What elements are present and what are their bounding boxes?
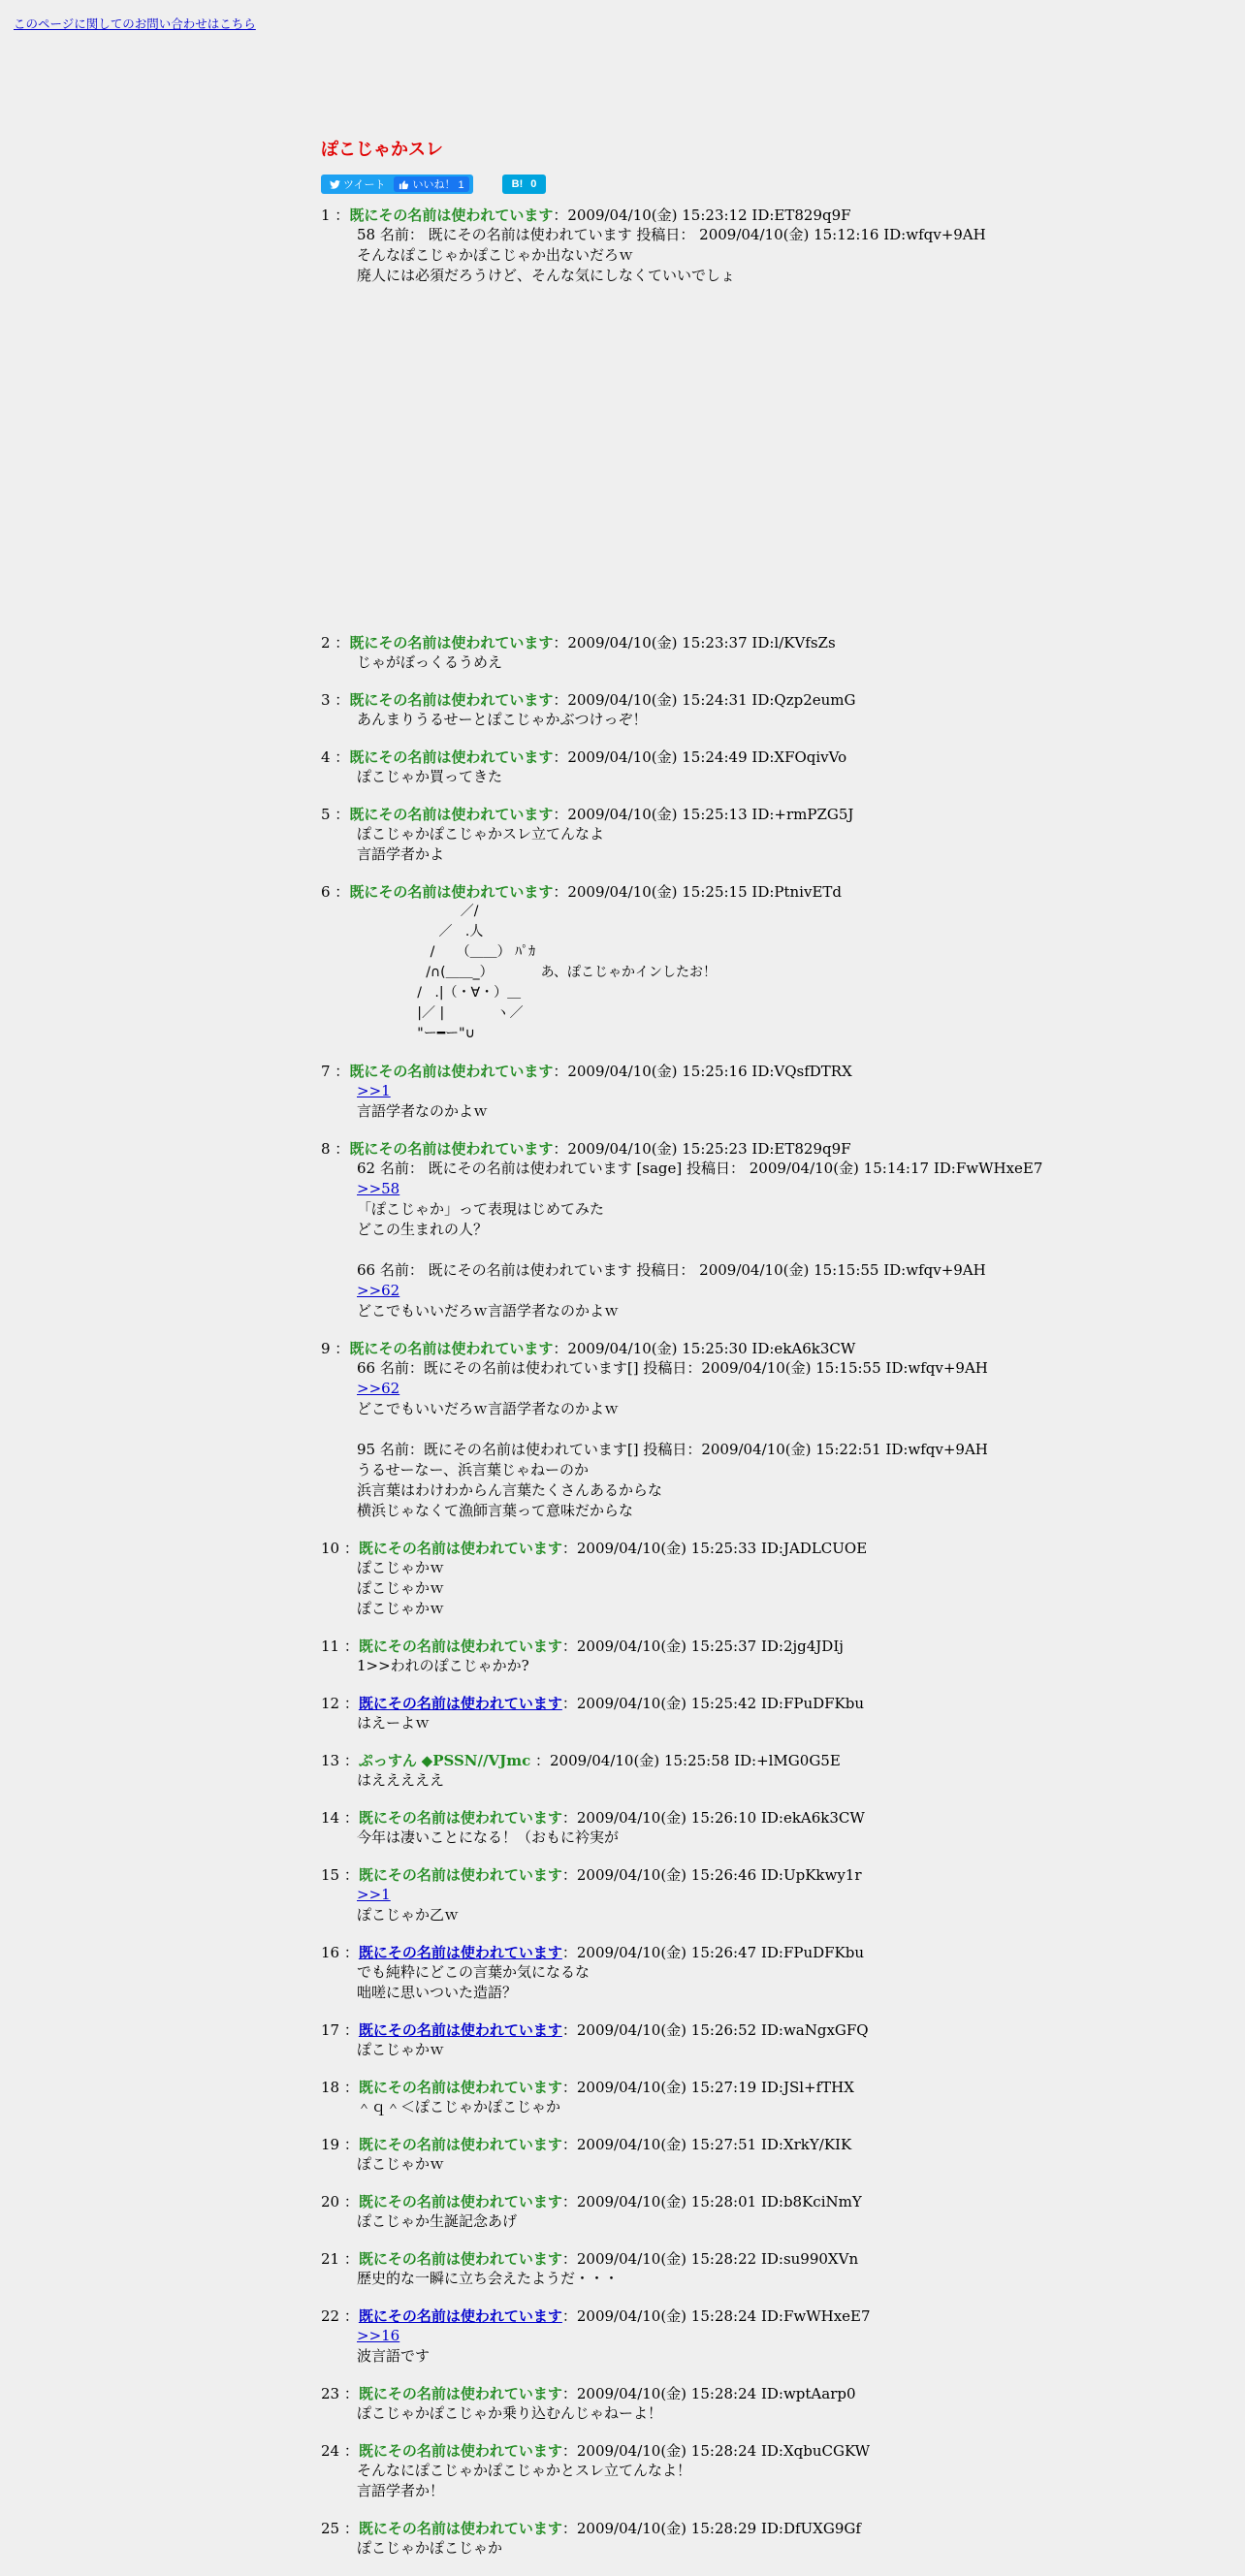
share-bar (321, 175, 1223, 196)
post (321, 2249, 1223, 2289)
ad-space (321, 303, 1223, 633)
post-author: 既にその名前は使われています (349, 691, 554, 709)
post-header (321, 1139, 1223, 1159)
post-header (321, 1062, 1223, 1081)
quote-spacer (357, 1419, 1223, 1440)
post-body-line: 歴史的な一瞬に立ち会えたようだ・・・ (357, 2270, 620, 2287)
post-author-link[interactable]: 既にその名前は使われています (358, 2021, 562, 2039)
post-body-line: どこの生まれの人？ (357, 1221, 489, 1238)
post-date-id: ：2009/04/10(金) 15:26:10 ID:ekA6k3CW (561, 1809, 865, 1827)
post-number: 17 ： (321, 2021, 359, 2039)
post-header (321, 1808, 1223, 1828)
quote-header: 62 名前： 既にその名前は使われています [sage] 投稿日： 2009/04/10(金) 15:14:17 ID:FwWHxeE7 (357, 1160, 1043, 1177)
post (321, 1751, 1223, 1791)
post-author: 既にその名前は使われています (349, 883, 554, 901)
post (321, 206, 1223, 286)
post-header (321, 2135, 1223, 2154)
post-body-line: ぽこじゃか乙ｗ (357, 1906, 460, 1924)
post-body-line: 今年は凄いことになる！（おもに衿実が (357, 1829, 620, 1846)
post-date-id: ：2009/04/10(金) 15:24:31 ID:Qzp2eumG (553, 691, 856, 709)
post-header (321, 633, 1223, 652)
post-body-line: 横浜じゃなくて漁師言葉って意味だからな (357, 1502, 634, 1519)
post-author: 既にその名前は使われています (349, 806, 554, 823)
post (321, 1139, 1223, 1321)
post-body-line: 波言語です (357, 2347, 431, 2365)
post-body-line: 1>>われのぽこじゃかか? (357, 1657, 529, 1674)
post-author: 既にその名前は使われています (358, 2136, 562, 2153)
post-date-id: ：2009/04/10(金) 15:25:33 ID:JADLCUOE (561, 1540, 868, 1557)
post-author-link[interactable]: 既にその名前は使われています (358, 1944, 562, 1961)
post-header (321, 1539, 1223, 1558)
post-date-id: ：2009/04/10(金) 15:25:37 ID:2jg4JDIj (561, 1638, 844, 1655)
post-header (321, 1943, 1223, 1962)
post-author: 既にその名前は使われています (358, 1866, 562, 1884)
post-body-line: じゃがぼっくるうめえ (357, 653, 503, 671)
post-number: 19 ： (321, 2136, 359, 2153)
post (321, 2306, 1223, 2367)
hatena-count: 0 (530, 178, 537, 190)
post (321, 690, 1223, 730)
post-author: 既にその名前は使われています (358, 2442, 562, 2460)
reply-anchor-line (357, 1081, 1223, 1101)
like-button[interactable] (394, 176, 468, 192)
reply-anchor-link[interactable]: >>1 (357, 1082, 391, 1099)
post-number: 11 ： (321, 1638, 359, 1655)
post-number: 12 ： (321, 1695, 359, 1712)
post-number: 7 ： (321, 1063, 350, 1080)
post (321, 805, 1223, 865)
post-number: 24 ： (321, 2442, 359, 2460)
post-number: 16 ： (321, 1944, 359, 1961)
post (321, 2519, 1223, 2559)
quote-spacer (357, 1240, 1223, 1260)
post (321, 2135, 1223, 2175)
post-author: 既にその名前は使われています (358, 1809, 562, 1827)
post-author: 既にその名前は使われています (358, 2520, 562, 2537)
post (321, 1539, 1223, 1619)
post-number: 23 ： (321, 2385, 359, 2402)
post (321, 2441, 1223, 2501)
post-date-id: ：2009/04/10(金) 15:25:13 ID:+rmPZG5J (553, 806, 854, 823)
post-date-id: ：2009/04/10(金) 15:25:30 ID:ekA6k3CW (553, 1340, 856, 1357)
post-header (321, 2384, 1223, 2403)
post (321, 2078, 1223, 2117)
post-body-line: 言語学者か！ (357, 2482, 445, 2499)
post-date-id: ：2009/04/10(金) 15:23:37 ID:l/KVfsZs (553, 634, 836, 652)
thread-title: ぽこじゃかスレ (321, 140, 443, 160)
post-author: ぷっすん (358, 1752, 417, 1769)
ascii-art: ／/ ／ .人 / （＿＿） ﾊﾟｶ /∩(＿＿_） あ、ぽこじゃかインしたお！ / .|（・∀・）＿ |／ | ヽ／ "ー━ー"∪ (417, 904, 718, 1041)
post-author: 既にその名前は使われています (349, 207, 554, 224)
post-header (321, 2020, 1223, 2040)
post-header (321, 1637, 1223, 1656)
post-author: 既にその名前は使われています (349, 1340, 554, 1357)
post-header (321, 747, 1223, 767)
post (321, 2384, 1223, 2424)
post-trip: ◆PSSN//VJmc (421, 1752, 531, 1769)
reply-anchor-link[interactable]: >>58 (357, 1180, 400, 1197)
post (321, 2192, 1223, 2232)
post-list (321, 206, 1223, 2559)
post (321, 1808, 1223, 1848)
post-date-id: ：2009/04/10(金) 15:27:19 ID:JSl+fTHX (561, 2079, 854, 2096)
post-body-line: うるせーなー、浜言葉じゃねーのか (357, 1461, 589, 1479)
post-date-id: ：2009/04/10(金) 15:28:24 ID:wptAarp0 (561, 2385, 856, 2402)
post-body-line: ぽこじゃかぽこじゃかスレ立てんなよ (357, 825, 605, 843)
quote-header: 66 名前： 既にその名前は使われています 投稿日： 2009/04/10(金) 15:15:55 ID:wfqv+9AH (357, 1261, 986, 1279)
post-body-line: ぽこじゃかｗ (357, 2041, 445, 2058)
post (321, 1694, 1223, 1733)
post-date-id: ：2009/04/10(金) 15:26:47 ID:FPuDFKbu (561, 1944, 865, 1961)
post-author: 既にその名前は使われています (349, 1063, 554, 1080)
post-header (321, 1751, 1223, 1770)
post-body-line: 廃人には必須だろうけど、そんな気にしなくていいでしょ (357, 267, 736, 284)
post (321, 1339, 1223, 1521)
reply-anchor-line (357, 1281, 1223, 1301)
post-body-line: ぽこじゃかｗ (357, 1579, 445, 1597)
post-header (321, 805, 1223, 824)
post-header (321, 206, 1223, 225)
post-date-id: ：2009/04/10(金) 15:28:24 ID:XqbuCGKW (561, 2442, 871, 2460)
tweet-button[interactable] (325, 176, 390, 192)
post-header (321, 2441, 1223, 2461)
hatena-icon: B! (511, 178, 524, 190)
post-body-line: ぽこじゃかｗ (357, 2155, 445, 2173)
post-author: 既にその名前は使われています (358, 2079, 562, 2096)
post-header (321, 2192, 1223, 2211)
post-header (321, 2306, 1223, 2326)
post-date-id: ：2009/04/10(金) 15:24:49 ID:XFOqivVo (553, 748, 847, 766)
twitter-bird-icon (330, 180, 340, 189)
post-number: 6 ： (321, 883, 350, 901)
post-number: 22 ： (321, 2307, 359, 2325)
post-author: 既にその名前は使われています (358, 2193, 562, 2210)
post-date-id: ：2009/04/10(金) 15:28:24 ID:FwWHxeE7 (561, 2307, 871, 2325)
post-body-line: 咄嗟に思いついた造語？ (357, 1984, 518, 2001)
post-author: 既にその名前は使われています (358, 1540, 562, 1557)
post-body-line: ぽこじゃか買ってきた (357, 768, 503, 785)
quote-header: 66 名前：既にその名前は使われています[] 投稿日：2009/04/10(金) 15:15:55 ID:wfqv+9AH (357, 1359, 988, 1377)
reply-anchor-link[interactable]: >>16 (357, 2327, 400, 2344)
post-author: 既にその名前は使われています (349, 1140, 554, 1158)
hatena-bookmark-button[interactable] (502, 175, 547, 194)
post-number: 13 ： (321, 1752, 359, 1769)
quote-header: 95 名前：既にその名前は使われています[] 投稿日：2009/04/10(金) 15:22:51 ID:wfqv+9AH (357, 1441, 988, 1458)
reply-anchor-link[interactable]: >>62 (357, 1380, 400, 1397)
post-number: 21 ： (321, 2250, 359, 2268)
post-number: 10 ： (321, 1540, 359, 1557)
post (321, 633, 1223, 673)
post-number: 20 ： (321, 2193, 359, 2210)
post (321, 882, 1223, 1044)
post (321, 1637, 1223, 1676)
social-share-widget (321, 175, 473, 194)
post-number: 15 ： (321, 1866, 359, 1884)
post-body-line: ぽこじゃかｗ (357, 1559, 445, 1576)
post-header (321, 2078, 1223, 2097)
post-author-link[interactable]: 既にその名前は使われています (358, 1695, 562, 1712)
contact-link[interactable]: このページに関してのお問い合わせはこちら (14, 16, 256, 31)
post-body-line: そんなにぽこじゃかぽこじゃかとスレ立てんなよ！ (357, 2462, 692, 2479)
post-date-id: ：2009/04/10(金) 15:25:23 ID:ET829q9F (553, 1140, 851, 1158)
post-author: 既にその名前は使われています (358, 2385, 562, 2402)
post (321, 1943, 1223, 2003)
post-header (321, 2519, 1223, 2538)
like-label: いいね！ 1 (412, 179, 464, 191)
post-author: 既にその名前は使われています (349, 634, 554, 652)
post-number: 14 ： (321, 1809, 359, 1827)
post-body-line: ぽこじゃか生誕記念あげ (357, 2212, 518, 2230)
post-body-line: 浜言葉はわけわからん言葉たくさんあるからな (357, 1481, 663, 1499)
post-date-id: ：2009/04/10(金) 15:26:52 ID:waNgxGFQ (561, 2021, 869, 2039)
reply-anchor-line (357, 1179, 1223, 1199)
post-date-id: ：2009/04/10(金) 15:28:22 ID:su990XVn (561, 2250, 859, 2268)
post-date-id: ：2009/04/10(金) 15:25:15 ID:PtnivETd (553, 883, 843, 901)
post-header (321, 1339, 1223, 1358)
post-body-line: そんなぽこじゃかぽこじゃか出ないだろｗ (357, 246, 634, 264)
post-date-id: ：2009/04/10(金) 15:27:51 ID:XrkY/KIK (561, 2136, 852, 2153)
post-header (321, 1694, 1223, 1713)
post-body-line: どこでもいいだろｗ言語学者なのかよｗ (357, 1302, 620, 1320)
post-body-line: はえーよｗ (357, 1714, 431, 1732)
post-author: 既にその名前は使われています (349, 748, 554, 766)
thread-container (321, 136, 1223, 2576)
post-number: 4 ： (321, 748, 350, 766)
post-number: 2 ： (321, 634, 350, 652)
post-body-line: でも純粋にどこの言葉か気になるな (357, 1963, 591, 1981)
post-date-id: ：2009/04/10(金) 15:23:12 ID:ET829q9F (553, 207, 851, 224)
reply-anchor-line (357, 1379, 1223, 1399)
post (321, 1062, 1223, 1122)
reply-anchor-link[interactable]: >>62 (357, 1282, 400, 1299)
post-body-line: 58 名前： 既にその名前は使われています 投稿日： 2009/04/10(金) 15:12:16 ID:wfqv+9AH (357, 226, 986, 243)
post-header (321, 690, 1223, 710)
thumbs-up-icon (399, 179, 409, 190)
post-date-id: ：2009/04/10(金) 15:26:46 ID:UpKkwy1r (561, 1866, 862, 1884)
post-body-line: 言語学者なのかよｗ (357, 1102, 489, 1120)
post-body-line: 「ぽこじゃか」って表現はじめてみた (357, 1200, 605, 1218)
post-number: 9 ： (321, 1340, 350, 1357)
post (321, 1865, 1223, 1925)
reply-anchor-line (357, 1885, 1223, 1905)
post-author: 既にその名前は使われています (358, 2250, 562, 2268)
post-number: 5 ： (321, 806, 350, 823)
post-header (321, 882, 1223, 902)
post (321, 2020, 1223, 2060)
post-body-line: あんまりうるせーとぽこじゃかぶつけっぞ！ (357, 711, 648, 728)
post-body-line: ぽこじゃかぽこじゃか乗り込むんじゃねーよ！ (357, 2404, 663, 2422)
post-number: 1 ： (321, 207, 350, 224)
post-header (321, 1865, 1223, 1885)
post-date-id: ：2009/04/10(金) 15:25:42 ID:FPuDFKbu (561, 1695, 865, 1712)
post-author: 既にその名前は使われています (358, 1638, 562, 1655)
post-date-id: ：2009/04/10(金) 15:28:29 ID:DfUXG9Gf (561, 2520, 861, 2537)
reply-anchor-line (357, 2326, 1223, 2346)
post-body-line: ぽこじゃかぽこじゃか (357, 2539, 503, 2557)
post (321, 747, 1223, 787)
post-body-line: どこでもいいだろｗ言語学者なのかよｗ (357, 1400, 620, 1417)
tweet-label: ツイート (343, 179, 386, 191)
post-number: 8 ： (321, 1140, 350, 1158)
post-number: 25 ： (321, 2520, 359, 2537)
reply-anchor-link[interactable]: >>1 (357, 1886, 391, 1903)
post-author-link[interactable]: 既にその名前は使われています (358, 2307, 562, 2325)
post-body-line: ＾ｑ＾＜ぽこじゃかぽこじゃか (357, 2098, 561, 2115)
post-date-id: ：2009/04/10(金) 15:25:58 ID:+lMG0G5E (535, 1752, 841, 1769)
post-number: 18 ： (321, 2079, 359, 2096)
post-body-line: はえええええ (357, 1771, 445, 1789)
post-body-line: ぽこじゃかｗ (357, 1600, 445, 1617)
post-date-id: ：2009/04/10(金) 15:28:01 ID:b8KciNmY (561, 2193, 862, 2210)
post-number: 3 ： (321, 691, 350, 709)
post-body-line: 言語学者かよ (357, 845, 445, 863)
post-date-id: ：2009/04/10(金) 15:25:16 ID:VQsfDTRX (553, 1063, 852, 1080)
post-header (321, 2249, 1223, 2269)
